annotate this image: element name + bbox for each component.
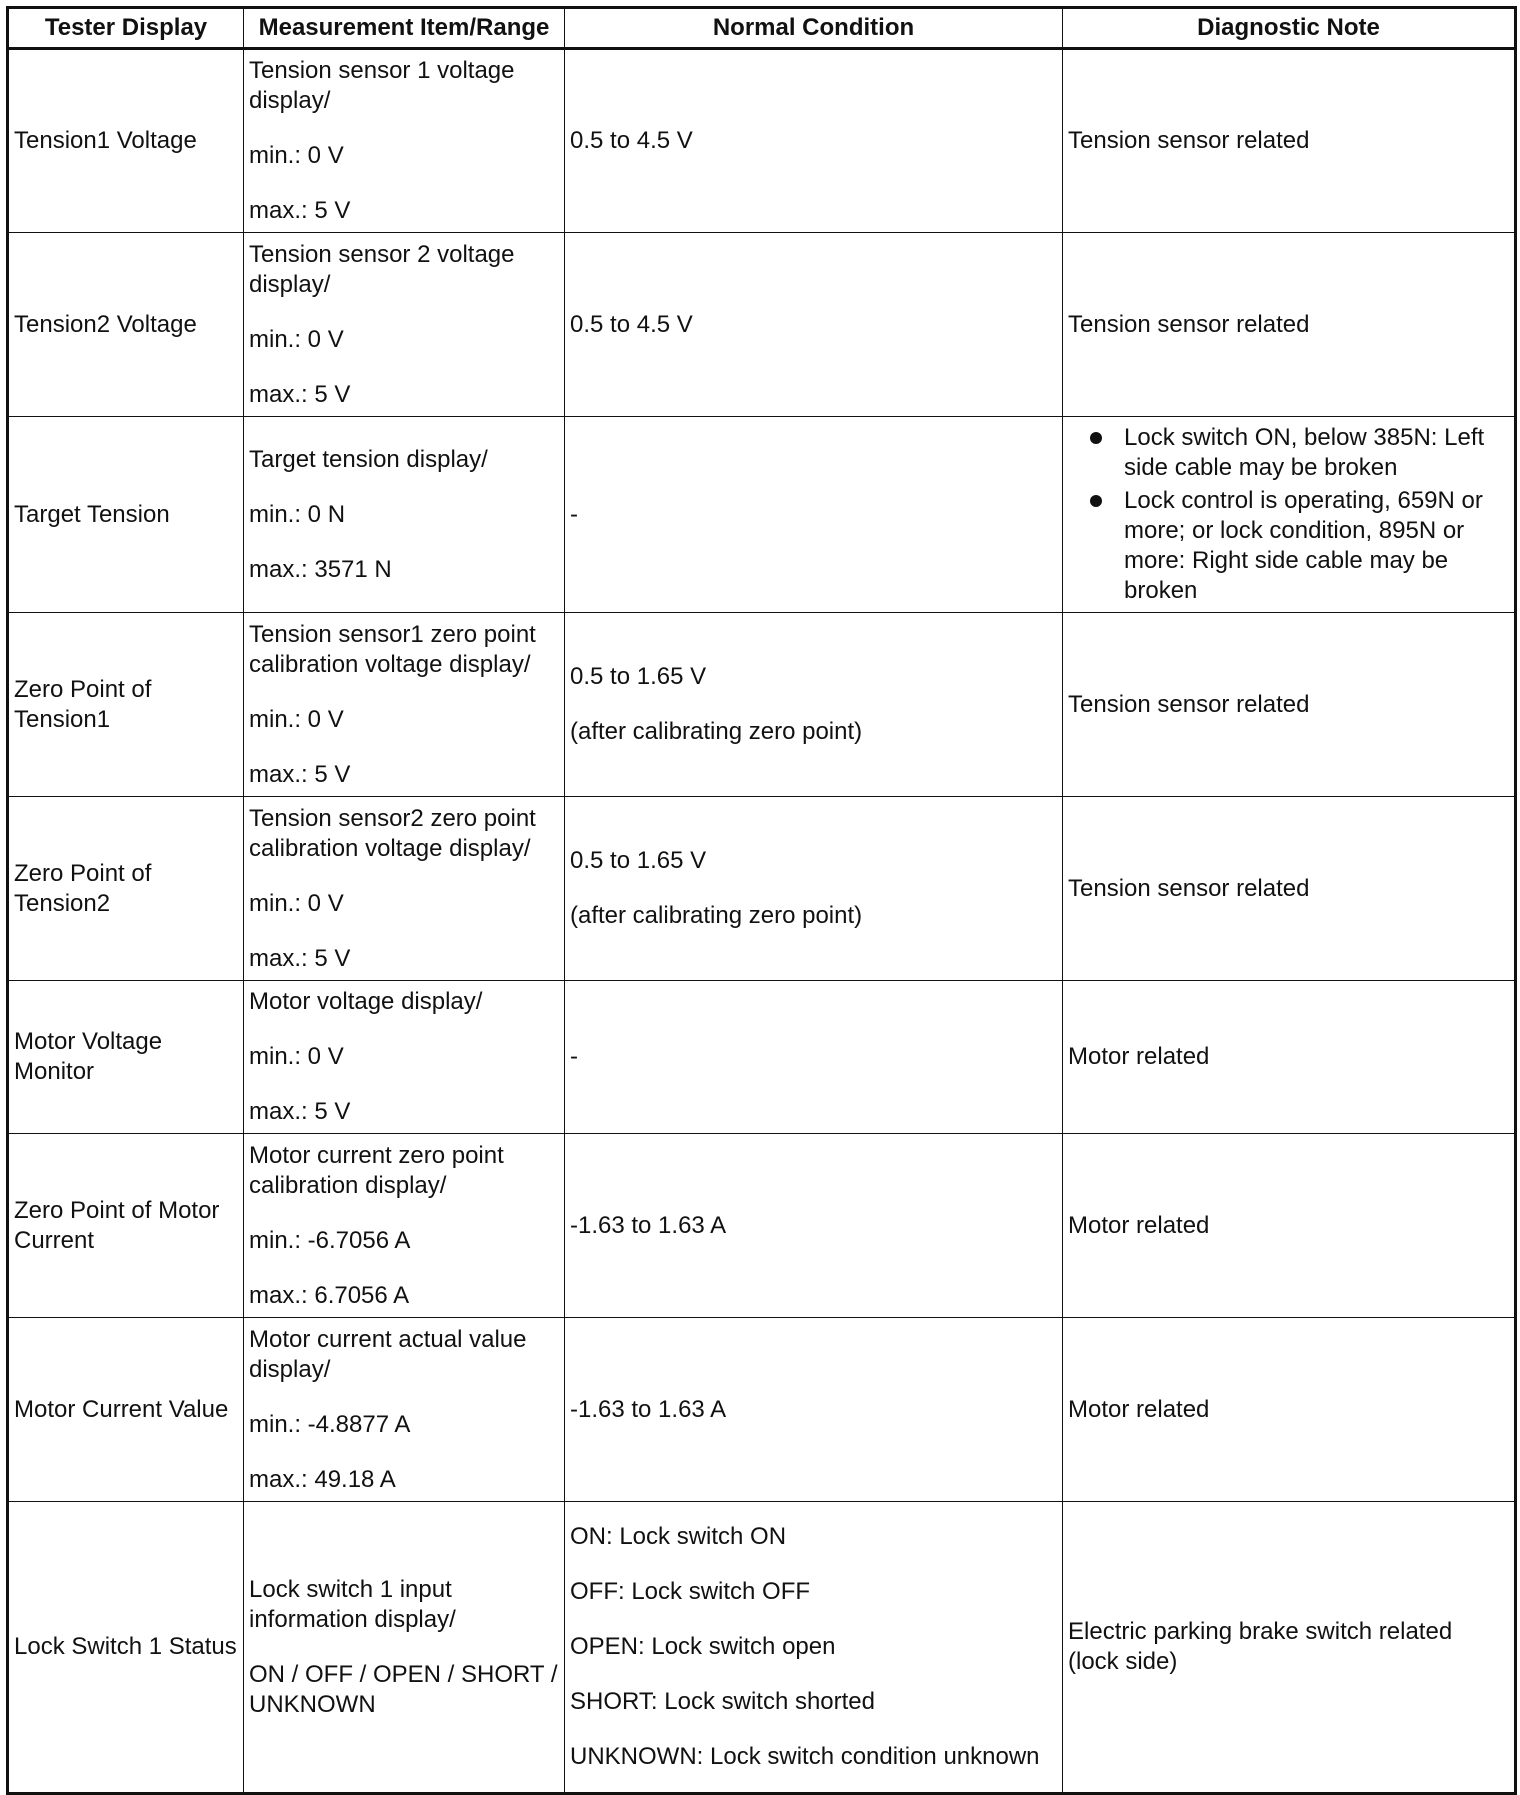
normal-note: (after calibrating zero point) (570, 902, 863, 929)
status-short-text: SHORT: Lock switch shorted (570, 1688, 876, 1715)
list-item (1090, 423, 1509, 483)
data-monitor-table (6, 6, 1517, 1795)
cell-measurement (244, 797, 565, 981)
cell-diagnostic-note (1063, 1134, 1516, 1318)
normal-text: - (570, 500, 578, 528)
bullet-icon (1090, 432, 1102, 444)
measurement-min: min.: 0 V (249, 142, 344, 169)
normal-note: (after calibrating zero point) (570, 718, 863, 745)
measurement-text: Motor current actual value display/ (249, 1325, 527, 1383)
header-measurement-item: Measurement Item/Range (244, 8, 565, 49)
diagnostic-bullet-list (1068, 423, 1509, 606)
measurement-max: max.: 5 V (249, 1098, 351, 1125)
cell-diagnostic-note (1063, 613, 1516, 797)
measurement-max: max.: 6.7056 A (249, 1281, 410, 1309)
measurement-text: Tension sensor2 zero point calibration voltage display/ (249, 804, 536, 862)
table-row (8, 49, 1516, 233)
measurement-max: max.: 5 V (249, 760, 351, 788)
diagnostic-text: Motor related (1068, 1395, 1210, 1423)
table-row (8, 613, 1516, 797)
diagnostic-text: Tension sensor related (1068, 690, 1310, 718)
normal-text: 0.5 to 4.5 V (570, 127, 693, 154)
measurement-min: min.: 0 V (249, 705, 344, 733)
cell-measurement (244, 49, 565, 233)
measurement-text: Lock switch 1 input information display/ (249, 1575, 456, 1633)
cell-measurement (244, 1318, 565, 1502)
measurement-text: Tension sensor 2 voltage display/ (249, 240, 515, 298)
cell-normal-condition (565, 613, 1063, 797)
status-unknown-text: UNKNOWN: Lock switch condition unknown (570, 1743, 1040, 1770)
cell-diagnostic-note (1063, 233, 1516, 417)
list-item (1090, 486, 1509, 606)
normal-text: 0.5 to 1.65 V (570, 847, 707, 874)
measurement-max: max.: 5 V (249, 380, 351, 408)
table-row (8, 1318, 1516, 1502)
cell-diagnostic-note (1063, 1502, 1516, 1794)
cell-measurement (244, 1134, 565, 1318)
cell-diagnostic-note (1063, 49, 1516, 233)
cell-tester-display: Target Tension (8, 417, 244, 613)
measurement-min: min.: -4.8877 A (249, 1410, 411, 1438)
cell-normal-condition (565, 1502, 1063, 1794)
measurement-min: min.: -6.7056 A (249, 1226, 411, 1254)
measurement-text: Tension sensor 1 voltage display/ (249, 57, 515, 114)
table-row (8, 1134, 1516, 1318)
measurement-min: min.: 0 V (249, 325, 344, 353)
cell-tester-display: Zero Point of Tension2 (8, 797, 244, 981)
cell-diagnostic-note (1063, 981, 1516, 1134)
table-row (8, 1502, 1516, 1794)
status-off-text: OFF: Lock switch OFF (570, 1578, 811, 1605)
normal-text: - (570, 1043, 578, 1070)
cell-tester-display: Zero Point of Motor Current (8, 1134, 244, 1318)
normal-text: 0.5 to 1.65 V (570, 663, 707, 690)
measurement-text: Motor current zero point calibration display/ (249, 1141, 504, 1199)
diagnostic-text: Motor related (1068, 1211, 1210, 1239)
diagnostic-text: Tension sensor related (1068, 874, 1310, 902)
cell-normal-condition (565, 233, 1063, 417)
header-normal-condition: Normal Condition (565, 8, 1063, 49)
normal-text: 0.5 to 4.5 V (570, 310, 693, 338)
cell-measurement (244, 417, 565, 613)
cell-normal-condition (565, 49, 1063, 233)
diagnostic-text: Motor related (1068, 1043, 1210, 1070)
table-row (8, 417, 1516, 613)
cell-tester-display: Tension1 Voltage (8, 49, 244, 233)
cell-measurement (244, 1502, 565, 1794)
diagnostic-text: Tension sensor related (1068, 310, 1310, 338)
header-row (8, 8, 1516, 49)
cell-diagnostic-note (1063, 797, 1516, 981)
cell-measurement (244, 233, 565, 417)
measurement-max: max.: 49.18 A (249, 1465, 396, 1493)
cell-tester-display: Tension2 Voltage (8, 233, 244, 417)
status-open-text: OPEN: Lock switch open (570, 1633, 836, 1660)
measurement-max: max.: 3571 N (249, 555, 392, 583)
cell-normal-condition (565, 1318, 1063, 1502)
header-diagnostic-note: Diagnostic Note (1063, 8, 1516, 49)
bullet-icon (1090, 495, 1102, 507)
measurement-text: Target tension display/ (249, 445, 488, 473)
measurement-max: max.: 5 V (249, 197, 351, 224)
cell-measurement (244, 981, 565, 1134)
table-row (8, 233, 1516, 417)
normal-text: -1.63 to 1.63 A (570, 1395, 727, 1423)
measurement-text: Motor voltage display/ (249, 988, 483, 1015)
measurement-min: min.: 0 V (249, 889, 344, 917)
normal-text: -1.63 to 1.63 A (570, 1211, 727, 1239)
cell-diagnostic-note (1063, 1318, 1516, 1502)
table-row (8, 981, 1516, 1134)
cell-tester-display: Lock Switch 1 Status (8, 1502, 244, 1794)
bullet-text: Lock control is operating, 659N or more; or lock condition, 895N or more: Right side cable may be broken (1124, 487, 1483, 604)
cell-normal-condition (565, 1134, 1063, 1318)
header-tester-display: Tester Display (8, 8, 244, 49)
cell-diagnostic-note (1063, 417, 1516, 613)
cell-tester-display: Motor Voltage Monitor (8, 981, 244, 1134)
diagnostic-text: Tension sensor related (1068, 127, 1310, 154)
measurement-min: min.: 0 N (249, 500, 346, 528)
cell-tester-display: Zero Point of Tension1 (8, 613, 244, 797)
table-row (8, 797, 1516, 981)
cell-normal-condition (565, 797, 1063, 981)
measurement-max: max.: 5 V (249, 944, 351, 972)
cell-measurement (244, 613, 565, 797)
diagnostic-text: Electric parking brake switch related (lock side) (1068, 1618, 1453, 1675)
cell-normal-condition (565, 417, 1063, 613)
measurement-min: min.: 0 V (249, 1043, 344, 1070)
measurement-text: Tension sensor1 zero point calibration voltage display/ (249, 620, 536, 678)
bullet-text: Lock switch ON, below 385N: Left side cable may be broken (1124, 424, 1485, 481)
status-on-text: ON: Lock switch ON (570, 1523, 787, 1550)
cell-tester-display: Motor Current Value (8, 1318, 244, 1502)
cell-normal-condition (565, 981, 1063, 1134)
measurement-options: ON / OFF / OPEN / SHORT / UNKNOWN (249, 1660, 558, 1718)
